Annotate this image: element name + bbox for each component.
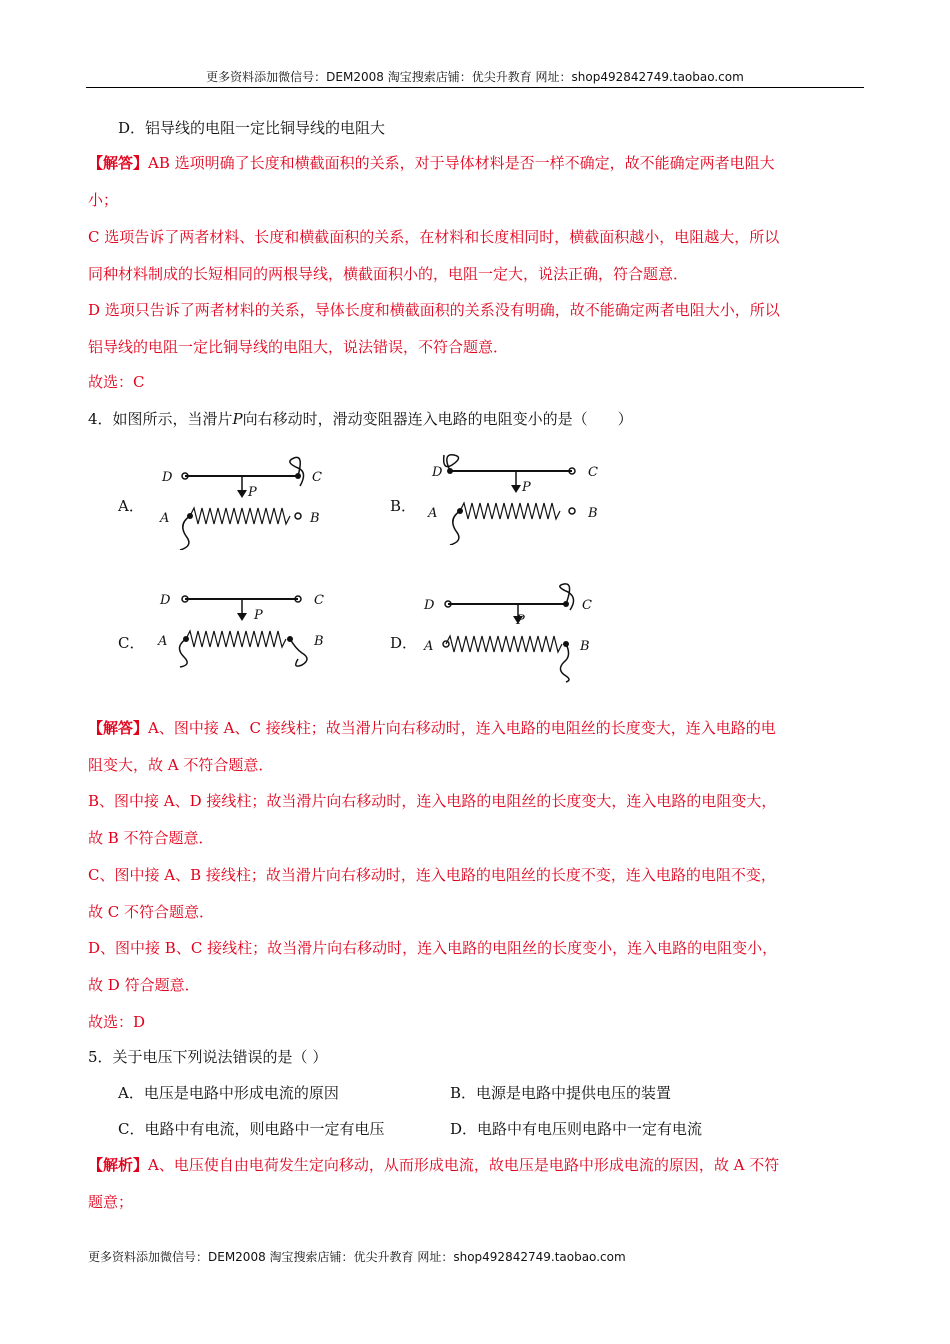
- q3-answer-line-3: C 选项告诉了两者材料、长度和横截面积的关系，在材料和长度相同时，横截面积越小，电阻越大，所以: [88, 228, 780, 246]
- fig-c-terminal-b: B: [314, 634, 324, 649]
- q4-answer-line-6: 故 C 不符合题意．: [88, 903, 215, 921]
- q4-answer-text-1: A、图中接 A、C 接线柱；故当滑片向右移动时，连入电路的电阻丝的长度变大，连入电路的电: [148, 719, 776, 737]
- q4-stem-suffix: 向右移动时，滑动变阻器连入电路的电阻变小的是（ ）: [242, 410, 633, 428]
- rheostat-figure-d: [420, 578, 615, 683]
- q5-option-b: B．电源是电路中提供电压的装置: [450, 1084, 672, 1102]
- fig-a-terminal-b: B: [310, 511, 320, 526]
- q5-stem: 5．关于电压下列说法错误的是（ ）: [88, 1048, 328, 1066]
- q5-analysis-line-1: [88, 1155, 779, 1175]
- q4-option-d-label: D．: [390, 634, 418, 652]
- q3-answer-line-6: 铝导线的电阻一定比铜导线的电阻大，说法错误，不符合题意．: [88, 338, 509, 356]
- q4-option-c-label: C．: [118, 634, 145, 652]
- q3-answer-line-1: [88, 153, 775, 173]
- q4-answer-line-2: 阻变大，故 A 不符合题意．: [88, 756, 274, 774]
- fig-a-terminal-c: C: [312, 470, 322, 485]
- q4-answer-line-5: C、图中接 A、B 接线柱；故当滑片向右移动时，连入电路的电阻丝的长度不变，连入电路的电阻不变，: [88, 866, 776, 884]
- page-header: 更多资料添加微信号：DEM2008 淘宝搜索店铺：优尖升教育 网址：shop492842749.taobao.com: [206, 70, 744, 84]
- q4-stem-var: P: [232, 410, 243, 428]
- q4-stem-prefix: 4．如图所示，当滑片: [88, 410, 233, 428]
- q4-choice: 故选：D: [88, 1013, 146, 1031]
- q4-answer-line-3: B、图中接 A、D 接线柱；故当滑片向右移动时，连入电路的电阻丝的长度变大，连入电路的电阻变大，: [88, 792, 777, 810]
- q3-answer-line-4: 同种材料制成的长短相同的两根导线，横截面积小的，电阻一定大，说法正确，符合题意．: [88, 265, 689, 283]
- q3-answer-line-2: 小；: [88, 191, 119, 209]
- fig-c-terminal-d: D: [160, 593, 171, 608]
- rheostat-figure-c: [150, 585, 340, 685]
- q4-answer-line-7: D、图中接 B、C 接线柱；故当滑片向右移动时，连入电路的电阻丝的长度变小，连入电路的电阻变小，: [88, 939, 778, 957]
- fig-d-slider-p: P: [516, 613, 525, 628]
- fig-b-terminal-a: A: [428, 506, 438, 521]
- q4-answer-line-1: [88, 718, 776, 738]
- q4-option-a-label: A．: [118, 497, 144, 515]
- fig-c-terminal-c: C: [314, 593, 324, 608]
- q5-analysis-tag: 【解析】: [88, 1156, 149, 1174]
- q3-choice: 故选：C: [88, 373, 145, 391]
- fig-d-terminal-a: A: [424, 639, 434, 654]
- q5-option-c: C．电路中有电流，则电路中一定有电压: [118, 1120, 385, 1138]
- q5-analysis-line-2: 题意；: [88, 1193, 134, 1211]
- q3-answer-tag: 【解答】: [88, 154, 149, 172]
- q3-answer-line-5: D 选项只告诉了两者材料的关系，导体长度和横截面积的关系没有明确，故不能确定两者电阻大小，所以: [88, 301, 780, 319]
- q4-answer-tag: 【解答】: [88, 719, 149, 737]
- q4-stem: [88, 409, 633, 429]
- q5-analysis-text-1: A、电压使自由电荷发生定向移动，从而形成电流，故电压是电路中形成电流的原因，故 A 不符: [148, 1156, 780, 1174]
- q4-answer-line-8: 故 D 符合题意．: [88, 976, 200, 994]
- fig-b-terminal-d: D: [432, 465, 443, 480]
- page-footer: 更多资料添加微信号：DEM2008 淘宝搜索店铺：优尖升教育 网址：shop492842749.taobao.com: [88, 1250, 626, 1264]
- fig-d-terminal-b: B: [580, 639, 590, 654]
- q3-option-d: D．铝导线的电阻一定比铜导线的电阻大: [118, 119, 386, 137]
- fig-a-terminal-d: D: [162, 470, 173, 485]
- fig-d-terminal-d: D: [424, 598, 435, 613]
- q4-answer-line-4: 故 B 不符合题意．: [88, 829, 214, 847]
- q3-answer-text-1: AB 选项明确了长度和横截面积的关系，对于导体材料是否一样不确定，故不能确定两者电阻大: [148, 154, 775, 172]
- fig-b-terminal-b: B: [588, 506, 598, 521]
- q5-option-a: A．电压是电路中形成电流的原因: [118, 1084, 339, 1102]
- rheostat-figure-b: [420, 445, 615, 545]
- fig-b-terminal-c: C: [588, 465, 598, 480]
- fig-a-slider-p: P: [248, 485, 257, 500]
- fig-d-terminal-c: C: [582, 598, 592, 613]
- q4-option-b-label: B．: [390, 497, 417, 515]
- fig-b-slider-p: P: [522, 480, 531, 495]
- fig-c-slider-p: P: [254, 608, 263, 623]
- rheostat-figure-a: [150, 450, 340, 550]
- fig-a-terminal-a: A: [160, 511, 170, 526]
- q5-option-d: D．电路中有电压则电路中一定有电流: [450, 1120, 703, 1138]
- fig-c-terminal-a: A: [158, 634, 168, 649]
- header-divider: [86, 87, 864, 88]
